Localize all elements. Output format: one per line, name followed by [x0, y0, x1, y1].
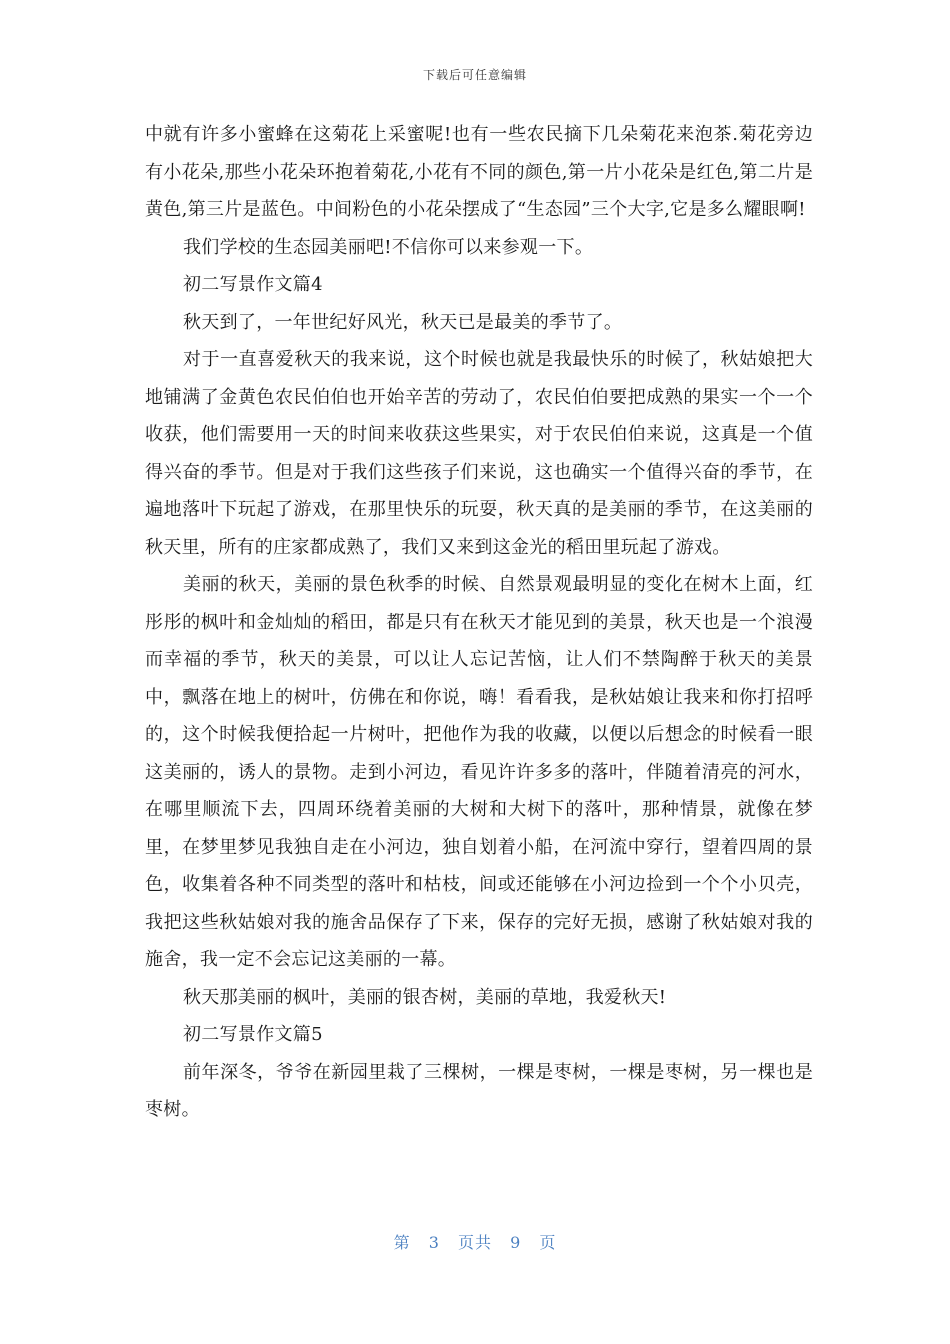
page-footer — [0, 1230, 950, 1253]
paragraph: 美丽的秋天，美丽的景色秋季的时候、自然景观最明显的变化在树木上面，红彤彤的枫叶和金灿灿的稻田，都是只有在秋天才能见到的美景，秋天也是一个浪漫而幸福的季节，秋天的美景，可以让人忘记苦恼，让人们不禁陶醉于秋天的美景中，飘落在地上的树叶，仿佛在和你说，嗨！看看我，是秋姑娘让我来和你打招呼的，这个时候我便拾起一片树叶，把他作为我的收藏，以便以后想念的时候看一眼这美丽的，诱人的景物。走到小河边，看见许许多多的落叶，伴随着清亮的河水，在哪里顺流下去，四周环绕着美丽的大树和大树下的落叶，那种情景，就像在梦里，在梦里梦见我独自走在小河边，独自划着小船，在河流中穿行，望着四周的景色，收集着各种不同类型的落叶和枯枝，间或还能够在小河边捡到一个个小贝壳，我把这些秋姑娘对我的施舍品保存了下来，保存的完好无损，感谢了秋姑娘对我的施舍，我一定不会忘记这美丽的一幕。 — [145, 574, 813, 970]
page-header: 下载后可任意编辑 — [422, 68, 527, 82]
paragraph: 前年深冬，爷爷在新园里栽了三棵树，一棵是枣树，一棵是枣树，另一棵也是枣树。 — [145, 1061, 813, 1120]
section-heading: 初二写景作文篇4 — [183, 274, 323, 295]
page-footer-prefix: 第 — [393, 1233, 411, 1252]
paragraph: 秋天那美丽的枫叶，美丽的银杏树，美丽的草地，我爱秋天! — [183, 986, 667, 1008]
page-footer-middle: 页共 — [457, 1233, 492, 1252]
total-pages-number: 9 — [510, 1233, 522, 1252]
document-body — [145, 116, 813, 1129]
paragraph: 对于一直喜爱秋天的我来说，这个时候也就是我最快乐的时候了，秋姑娘把大地铺满了金黄色农民伯伯也开始辛苦的劳动了，农民伯伯要把成熟的果实一个一个收获，他们需要用一天的时间来收获这些果实，对于农民伯伯来说，这真是一个值得兴奋的季节。但是对于我们这些孩子们来说，这也确实一个值得兴奋的季节，在遍地落叶下玩起了游戏，在那里快乐的玩耍，秋天真的是美丽的季节，在这美丽的秋天里，所有的庄家都成熟了，我们又来到这金光的稻田里玩起了游戏。 — [145, 349, 813, 558]
current-page-number: 3 — [428, 1233, 440, 1252]
paragraph: 中就有许多小蜜蜂在这菊花上采蜜呢!也有一些农民摘下几朵菊花来泡茶.菊花旁边有小花朵,那些小花朵环抱着菊花,小花有不同的颜色,第一片小花朵是红色,第二片是黄色,第三片是蓝色。中间粉色的小花朵摆成了“生态园”三个大字,它是多么耀眼啊! — [145, 124, 813, 220]
paragraph: 我们学校的生态园美丽吧!不信你可以来参观一下。 — [183, 236, 594, 258]
section-heading: 初二写景作文篇5 — [183, 1024, 323, 1045]
paragraph: 秋天到了，一年世纪好风光，秋天已是最美的季节了。 — [183, 311, 623, 333]
page-footer-suffix: 页 — [539, 1233, 557, 1252]
